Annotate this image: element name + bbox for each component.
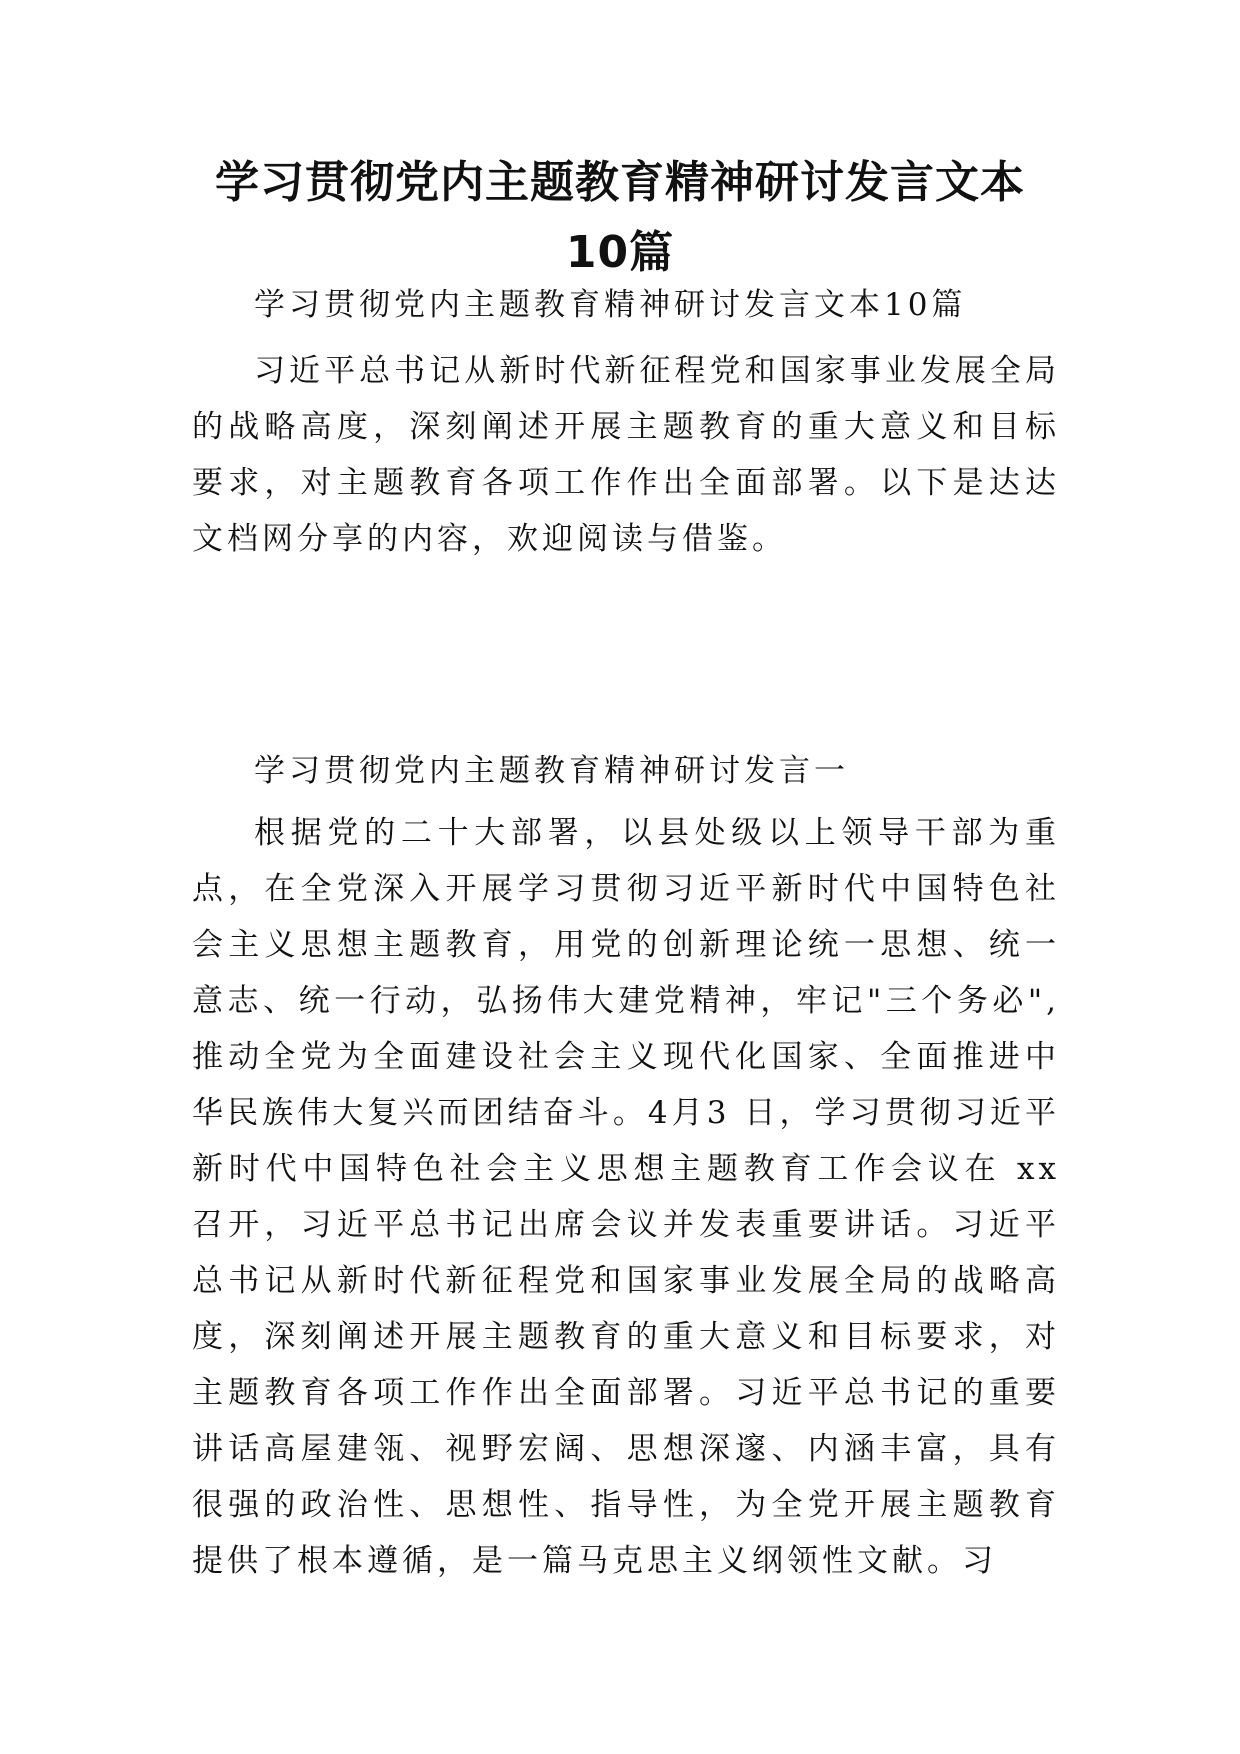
- section-body-paragraph: 根据党的二十大部署，以县处级以上领导干部为重点，在全党深入开展学习贯彻习近平新时代中国特色社会主义思想主题教育，用党的创新理论统一思想、统一意志、统一行动，弘扬伟大建党精神，牢记"三个务必",推动全党为全面建设社会主义现代化国家、全面推进中华民族伟大复兴而团结奋斗。4月3 日，学习贯彻习近平新时代中国特色社会主义思想主题教育工作会议在 xx 召开，习近平总书记出席会议并发表重要讲话。习近平总书记从新时代新征程党和国家事业发展全局的战略高度，深刻阐述开展主题教育的重大意义和目标要求，对主题教育各项工作作出全面部署。习近平总书记的重要讲话高屋建瓴、视野宏阔、思想深邃、内涵丰富，具有很强的政治性、思想性、指导性，为全党开展主题教育提供了根本遵循，是一篇马克思主义纲领性文献。习: [192, 815, 1060, 1579]
- document-body: [192, 277, 1060, 1589]
- section-heading: 学习贯彻党内主题教育精神研讨发言一: [254, 753, 849, 789]
- document-subtitle: 学习贯彻党内主题教育精神研讨发言文本10篇: [254, 287, 967, 323]
- blank-spacer: [192, 577, 1060, 743]
- document-title: 学习贯彻党内主题教育精神研讨发言文本10篇: [215, 157, 1025, 278]
- intro-paragraph: 习近平总书记从新时代新征程党和国家事业发展全局的战略高度，深刻阐述开展主题教育的重大意义和目标要求，对主题教育各项工作作出全面部署。以下是达达文档网分享的内容，欢迎阅读与借鉴。: [192, 353, 1060, 557]
